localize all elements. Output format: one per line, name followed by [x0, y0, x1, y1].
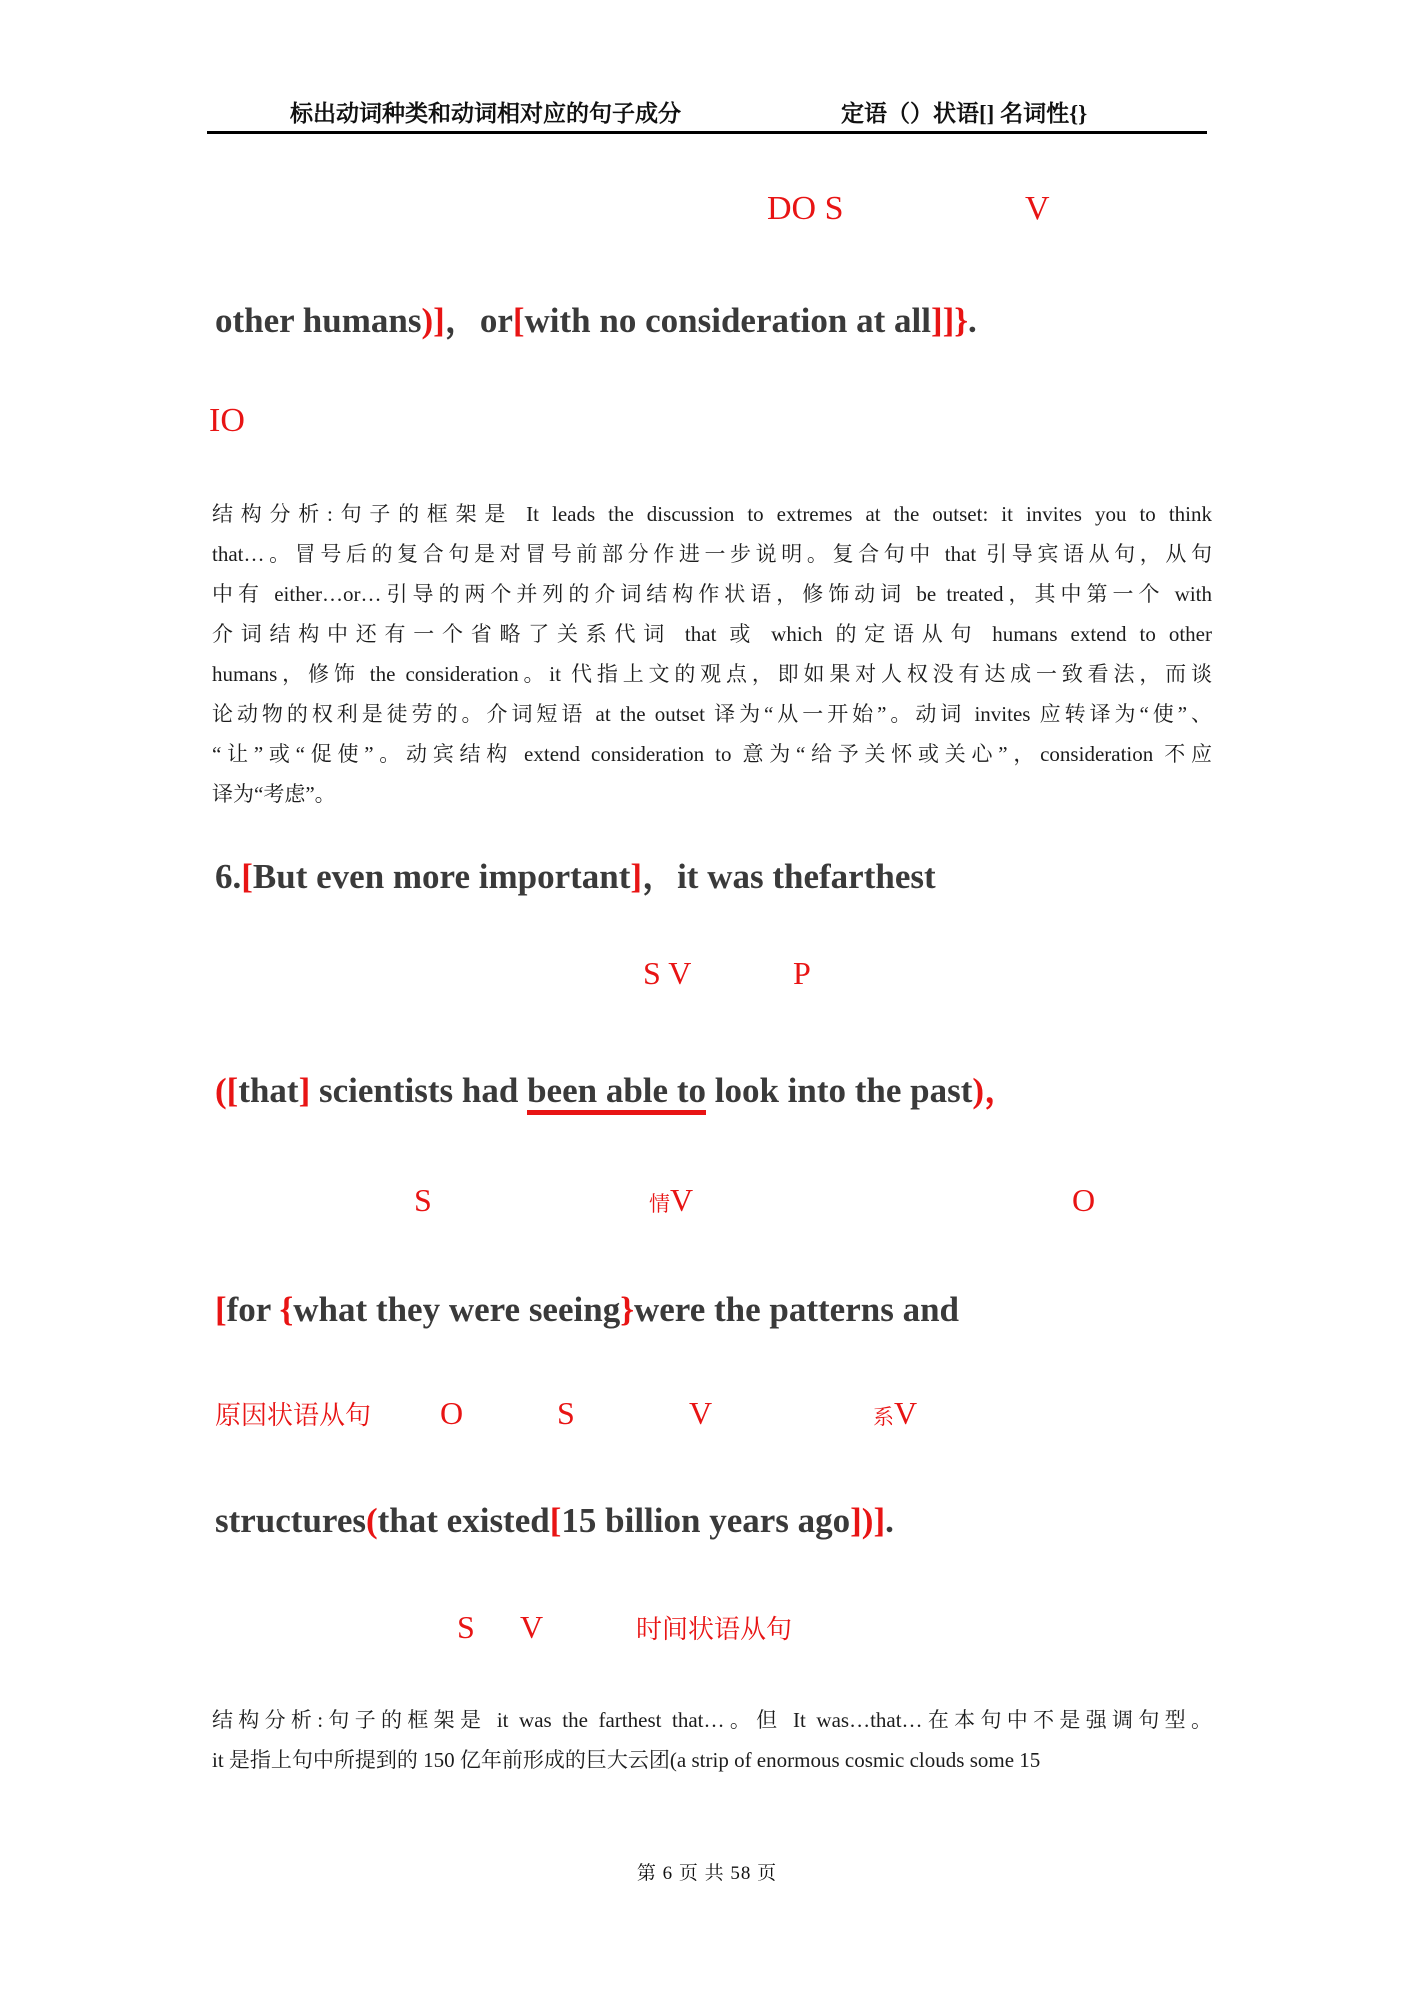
analysis-line: humans，修饰 the consideration。it 代指上文的观点，即如果对人权没有达成一致看法，而谈	[212, 662, 1212, 686]
indirect-object-marker: IO	[209, 402, 245, 439]
object-marker: O	[440, 1395, 464, 1431]
clause-line-3	[215, 1500, 894, 1542]
text-segment: [	[241, 857, 253, 896]
clause-line-2	[215, 1289, 959, 1331]
text-segment: )]	[421, 301, 445, 340]
analysis-line: 介词结构中还有一个省略了关系代词 that 或 which 的定语从句 humans extend to other	[212, 622, 1212, 646]
cause-adverbial-clause-label: 原因状语从句	[215, 1401, 372, 1430]
analysis-line: 结构分析:句子的框架是 it was the farthest that…。但 It was…that…在本句中不是强调句型。	[212, 1708, 1212, 1732]
text-segment: been able to	[527, 1071, 706, 1115]
header-title: 标出动词种类和动词相对应的句子成分	[290, 101, 681, 126]
text-segment: were the patterns and	[634, 1290, 960, 1329]
text-segment: ，	[984, 1071, 1020, 1110]
analysis-line: 论动物的权利是徒劳的。介词短语 at the outset 译为“从一开始”。动词 invites 应转译为“使”、	[212, 702, 1212, 726]
subject-verb-marker: S V	[643, 955, 692, 991]
text-segment: [	[215, 1290, 227, 1329]
text-segment: ]]}	[930, 301, 969, 340]
header-legend: 定语（）状语[] 名词性{}	[841, 101, 1088, 126]
text-segment: )	[972, 1071, 985, 1110]
modal-verb-marker	[649, 1183, 693, 1218]
verb-marker: V	[1025, 190, 1050, 227]
page-number: 第 6 页 共 58 页	[636, 1863, 778, 1884]
verb-marker: V	[520, 1609, 544, 1645]
text-segment: look into the past	[705, 1071, 973, 1110]
text-segment: ，	[444, 301, 480, 340]
analysis-line: it 是指上句中所提到的 150 亿年前形成的巨大云团(a strip of enormous cosmic clouds some 15	[212, 1748, 1041, 1772]
analysis-line: that…。冒号后的复合句是对冒号前部分作进一步说明。复合句中 that 引导宾语从句，从句	[212, 542, 1212, 566]
text-segment: for	[226, 1290, 280, 1329]
analysis-line: 结构分析:句子的框架是 It leads the discussion to extremes at the outset: it invites you to think	[212, 502, 1212, 526]
text-segment: But even more important	[252, 857, 631, 896]
text-segment: .	[968, 301, 977, 340]
text-segment: (	[366, 1501, 378, 1540]
text-segment: .	[885, 1501, 894, 1540]
text-segment: [	[226, 1071, 239, 1110]
text-segment: ，	[642, 857, 678, 896]
text-segment: other humans	[215, 301, 422, 340]
verb-marker: V	[689, 1395, 713, 1431]
text-segment: ]	[630, 857, 643, 896]
text-segment: scientists had	[310, 1071, 528, 1110]
analysis-line: 译为“考虑”。	[212, 782, 336, 806]
header-divider	[207, 131, 1207, 134]
text-segment: [	[549, 1501, 562, 1540]
text-segment: [	[512, 301, 525, 340]
sentence-fragment-line	[215, 300, 977, 342]
text-segment: ])]	[850, 1501, 886, 1540]
predicative-marker: P	[793, 955, 811, 991]
analysis-line: 中有 either…or…引导的两个并列的介词结构作状语，修饰动词 be treated，其中第一个 with	[212, 582, 1212, 606]
text-segment: (	[215, 1071, 227, 1110]
text-segment: it was thefarthest	[677, 857, 936, 896]
verb-marker: V	[894, 1395, 918, 1431]
time-adverbial-clause-label: 时间状语从句	[636, 1615, 793, 1644]
text-segment: or	[479, 301, 513, 340]
text-segment: {	[279, 1290, 294, 1329]
text-segment: structures	[215, 1501, 366, 1540]
text-segment: that existed	[377, 1501, 550, 1540]
text-segment: 15 billion years ago	[561, 1501, 851, 1540]
subject-marker: S	[457, 1609, 475, 1645]
subject-marker: S	[557, 1395, 575, 1431]
verb-marker: V	[670, 1182, 694, 1218]
text-segment: }	[620, 1290, 634, 1329]
object-marker: O	[1072, 1182, 1096, 1218]
modal-label: 情	[649, 1192, 670, 1216]
text-segment: with no consideration at all	[524, 301, 931, 340]
direct-object-subject-marker: DO S	[767, 190, 844, 227]
analysis-line: “让”或“促使”。动宾结构 extend consideration to 意为“给予关怀或关心”，consideration 不应	[212, 742, 1212, 766]
text-segment: that	[238, 1071, 299, 1110]
analysis-paragraph-1	[212, 494, 1212, 814]
analysis-paragraph-2	[212, 1700, 1212, 1780]
heading-sentence-6	[215, 856, 936, 898]
subject-marker: S	[414, 1182, 432, 1218]
clause-line-1	[215, 1070, 1019, 1112]
linking-label: 系	[873, 1405, 894, 1429]
text-segment: what they were seeing	[293, 1290, 621, 1329]
text-segment: ]	[298, 1071, 311, 1110]
text-segment: 6.	[215, 857, 242, 896]
linking-verb-marker	[873, 1396, 917, 1431]
